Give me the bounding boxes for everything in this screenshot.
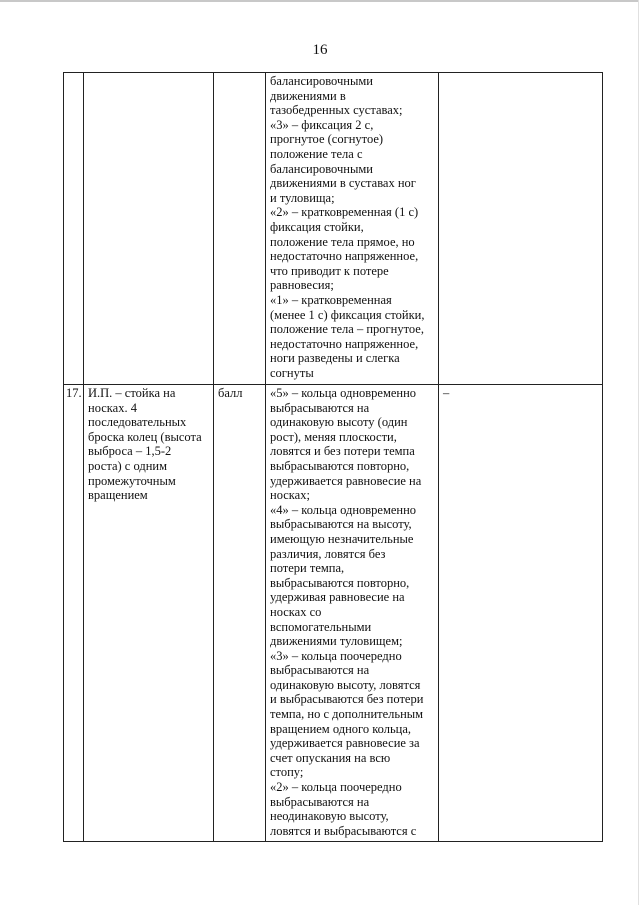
criteria-text-line: балансировочными [270, 74, 373, 88]
criteria-text-line: стопу; [270, 765, 304, 780]
criteria-text-line: «4» – кольца одновременно [270, 502, 417, 517]
criteria-text-line: «5» – кольца одновременно [270, 386, 417, 400]
criteria-text-line: движениями туловищем; [270, 634, 403, 649]
exercise-text-line: промежуточным [88, 473, 176, 488]
criteria-text-line: «2» – кольца поочередно [270, 780, 402, 795]
criteria-text-line: рост), меняя плоскости, [270, 429, 397, 444]
criteria-text-line: «2» – кратковременная (1 с) [270, 205, 419, 220]
criteria-text-line: положение тела – прогнутое, [270, 322, 424, 337]
criteria-text-line: положение тела с [270, 146, 363, 161]
criteria-text-line: выбрасываются повторно, [270, 458, 410, 473]
criteria-text-line: и туловища; [270, 190, 335, 205]
criteria-table [63, 72, 603, 842]
unit-cell [214, 73, 266, 385]
criteria-text-line: вращением одного кольца, [270, 721, 412, 736]
criteria-text-line: ловятся и выбрасываются с [270, 823, 417, 838]
note-text: – [443, 386, 450, 400]
row-number-cell [64, 73, 84, 385]
criteria-text-line: выбрасываются на [270, 663, 370, 678]
exercise-text-line: роста) с одним [88, 458, 168, 473]
note-cell [439, 73, 603, 385]
criteria-text-line: движениями в [270, 88, 346, 103]
note-cell [439, 385, 603, 842]
criteria-text-line: носках; [270, 488, 310, 503]
criteria-text-line: недостаточно напряженное, [270, 336, 419, 351]
criteria-text-line: «3» – фиксация 2 с, [270, 117, 374, 132]
criteria-text-line: тазобедренных суставах; [270, 103, 403, 118]
criteria-text-line: ловятся и без потери темпа [270, 444, 415, 459]
criteria-text-line: удерживается равновесие на [270, 473, 422, 488]
exercise-text-line: выброса – 1,5-2 [88, 444, 172, 459]
criteria-text-line: выбрасываются на высоту, [270, 517, 412, 532]
row-number-cell [64, 385, 84, 842]
criteria-text-line: согнуты [270, 365, 314, 380]
criteria-text-line: «1» – кратковременная [270, 292, 392, 307]
criteria-text-line: темпа, но с дополнительным [270, 707, 424, 722]
exercise-text-line: И.П. – стойка на [88, 386, 176, 400]
unit-text: балл [218, 386, 243, 400]
criteria-text-line: недостаточно напряженное, [270, 249, 419, 264]
criteria-text-line: имеющую незначительные [270, 531, 414, 546]
table-row [64, 73, 603, 385]
table-row [64, 385, 603, 842]
unit-cell [214, 385, 266, 842]
exercise-text-line: броска колец (высота [88, 429, 202, 444]
criteria-text-line: движениями в суставах ног [270, 176, 416, 191]
criteria-text-line: удерживая равновесие на [270, 590, 405, 605]
criteria-text-line: одинаковую высоту, ловятся [270, 677, 421, 692]
criteria-text-line: прогнутое (согнутое) [270, 132, 384, 147]
criteria-text-line: выбрасываются на [270, 794, 370, 809]
exercise-cell [84, 73, 214, 385]
criteria-text-line: равновесия; [270, 278, 334, 293]
criteria-text-line: носках со [270, 604, 322, 619]
criteria-text-line: потери темпа, [270, 561, 345, 576]
exercise-text-line: последовательных [88, 415, 187, 430]
criteria-text-line: ноги разведены и слегка [270, 351, 400, 366]
exercise-text-line: вращением [88, 488, 148, 503]
page-right-edge [638, 0, 639, 905]
criteria-text-line: различия, ловятся без [270, 546, 386, 561]
criteria-text-line: и выбрасываются без потери [270, 692, 424, 707]
criteria-text-line: выбрасываются на [270, 400, 370, 415]
criteria-cell [266, 385, 439, 842]
page-top-edge [0, 0, 638, 2]
row-number: 17. [66, 386, 82, 400]
exercise-text-line: носках. 4 [88, 400, 137, 415]
criteria-text-line: балансировочными [270, 161, 373, 176]
criteria-text-line: удерживается равновесие за [270, 736, 420, 751]
criteria-text-line: фиксация стойки, [270, 219, 364, 234]
criteria-text-line: вспомогательными [270, 619, 372, 634]
criteria-cell [266, 73, 439, 385]
criteria-text-line: (менее 1 с) фиксация стойки, [270, 307, 425, 322]
criteria-text-line: «3» – кольца поочередно [270, 648, 402, 663]
criteria-text-line: счет опускания на всю [270, 750, 391, 765]
criteria-text-line: положение тела прямое, но [270, 234, 415, 249]
criteria-text-line: одинаковую высоту (один [270, 415, 408, 430]
criteria-text-line: неодинаковую высоту, [270, 809, 389, 824]
page-number: 16 [312, 42, 328, 58]
exercise-cell [84, 385, 214, 842]
criteria-text-line: выбрасываются повторно, [270, 575, 410, 590]
criteria-text-line: что приводит к потере [270, 263, 389, 278]
